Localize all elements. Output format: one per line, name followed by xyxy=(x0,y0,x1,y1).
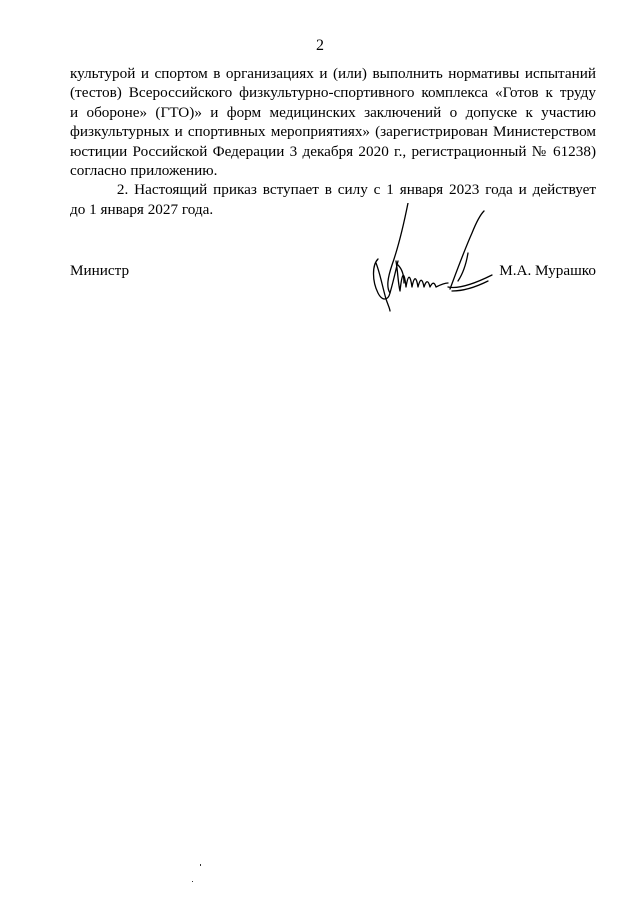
text-line: культурой и спортом в организациях и (или) выполнить нормативы испытаний xyxy=(70,65,596,82)
scan-speck xyxy=(192,881,193,882)
page-number: 2 xyxy=(316,37,324,54)
text-line: юстиции Российской Федерации 3 декабря 2020 г., регистрационный № 61238) xyxy=(70,142,596,160)
document-body xyxy=(70,64,596,219)
signature-block xyxy=(70,262,596,282)
paragraph-2 xyxy=(70,180,596,219)
handwritten-signature xyxy=(368,203,494,315)
text-line: согласно приложению. xyxy=(70,162,218,180)
paragraph-1 xyxy=(70,64,596,180)
text-line: 2. Настоящий приказ вступает в силу с 1 января 2023 года и действует xyxy=(70,181,596,199)
text-line: и обороне» (ГТО)» и форм медицинских заключений о допуске к участию xyxy=(70,103,596,121)
signer-position: Министр xyxy=(70,262,130,279)
text-line: физкультурных и спортивных мероприятиях» (зарегистрирован Министерством xyxy=(70,123,596,141)
text-line: (тестов) Всероссийского физкультурно-спортивного комплекса «Готов к труду xyxy=(70,84,596,102)
scan-speck xyxy=(200,864,201,866)
signer-name: М.А. Мурашко xyxy=(499,262,596,279)
text-line: до 1 января 2027 года. xyxy=(70,200,214,218)
